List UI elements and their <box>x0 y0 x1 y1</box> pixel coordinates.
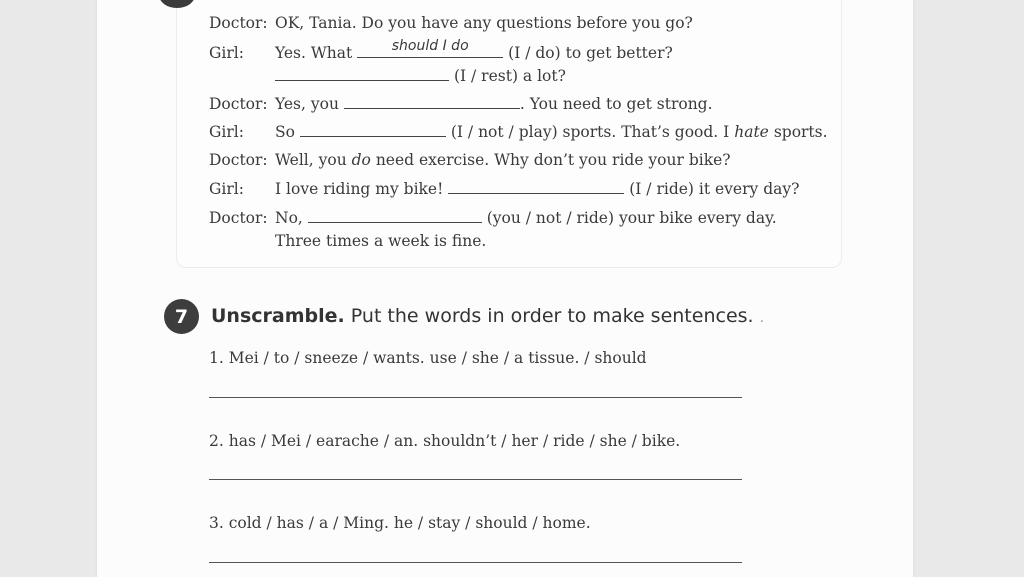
line-text: (I / do) to get better? <box>508 44 673 62</box>
speaker-label: Girl: <box>209 44 244 62</box>
speaker-label: Girl: <box>209 180 244 198</box>
answer-line[interactable] <box>209 562 742 563</box>
line-text: So <box>275 123 295 141</box>
line-text: need exercise. Why don’t you ride your bike? <box>375 151 731 169</box>
answer-blank[interactable] <box>448 178 624 194</box>
filled-answer: should I do <box>391 38 469 54</box>
dialogue-line <box>275 65 566 86</box>
answer-blank[interactable] <box>357 38 503 58</box>
heading-bold: Unscramble. <box>211 305 345 327</box>
emphasis-text: do <box>351 151 371 169</box>
dialogue-line <box>209 13 693 33</box>
line-text: Three times a week is fine. <box>275 232 487 250</box>
speaker-label: Doctor: <box>209 209 268 227</box>
answer-line[interactable] <box>209 397 742 398</box>
line-text: sports. <box>773 123 828 141</box>
dialogue-line <box>209 150 731 170</box>
dialogue-line <box>209 178 799 199</box>
worksheet-page <box>97 0 913 577</box>
line-text: Well, you <box>275 151 347 169</box>
line-text: I love riding my bike! <box>275 180 444 198</box>
dialogue-line <box>275 231 486 251</box>
line-text: . You need to get strong. <box>519 95 713 113</box>
answer-blank[interactable] <box>300 121 446 137</box>
exercise-7-number-badge: 7 <box>164 299 199 334</box>
heading-instructions: Put the words in order to make sentences. <box>350 305 754 327</box>
dialogue-line <box>209 207 777 228</box>
answer-blank[interactable] <box>308 207 482 223</box>
dialogue-line <box>209 121 828 142</box>
line-text: (I / ride) it every day? <box>629 180 800 198</box>
heading-mark: . <box>759 310 765 326</box>
speaker-label: Doctor: <box>209 14 268 32</box>
speaker-label: Doctor: <box>209 95 268 113</box>
dialogue-line <box>209 38 673 63</box>
answer-blank[interactable] <box>344 93 520 109</box>
emphasis-text: hate <box>734 123 769 141</box>
line-text: (I / not / play) sports. That’s good. I <box>450 123 730 141</box>
answer-line[interactable] <box>209 479 742 480</box>
unscramble-item: 2. has / Mei / earache / an. shouldn’t / her / ride / she / bike. <box>209 432 681 450</box>
unscramble-item: 3. cold / has / a / Ming. he / stay / should / home. <box>209 514 591 532</box>
line-text: Yes, you <box>275 95 339 113</box>
answer-blank[interactable] <box>275 65 449 81</box>
unscramble-item: 1. Mei / to / sneeze / wants. use / she / a tissue. / should <box>209 349 647 367</box>
line-text: No, <box>275 209 303 227</box>
speaker-label: Girl: <box>209 123 244 141</box>
exercise-7-heading <box>211 303 764 331</box>
line-text: (you / not / ride) your bike every day. <box>486 209 777 227</box>
speaker-label: Doctor: <box>209 151 268 169</box>
line-text: Yes. What <box>275 44 353 62</box>
line-text: (I / rest) a lot? <box>453 67 566 85</box>
line-text: OK, Tania. Do you have any questions before you go? <box>275 14 693 32</box>
dialogue-line <box>209 93 713 114</box>
